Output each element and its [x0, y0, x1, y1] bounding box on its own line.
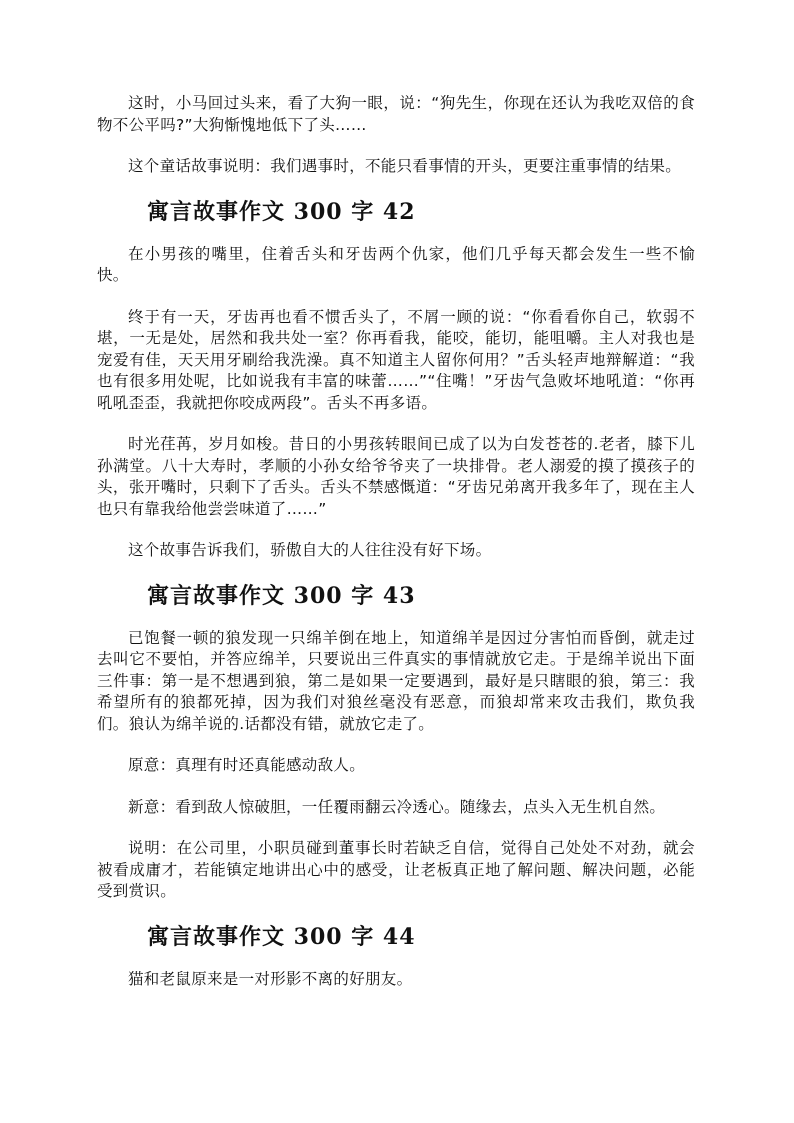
- paragraph: 新意：看到敌人惊破胆，一任覆雨翻云冷透心。随缘去，点头入无生机自然。: [128, 797, 666, 816]
- section-heading: 寓言故事作文 300 字 43: [147, 582, 416, 609]
- section-heading: 寓言故事作文 300 字 44: [147, 923, 416, 950]
- paragraph: 终于有一天，牙齿再也看不惯舌头了，不屑一顾的说：“你看看你自己，软弱不堪，一无是处，居然和我共处一室？你再看我，能咬，能切，能咀嚼。主人对我也是宠爱有佳，天天用牙刷给我洗澡。真不知道主人留你何用？”舌头轻声地辩解道：“我也有很多用处呢，比如说我有丰富的味蕾……”“住嘴！”牙齿气急败坏地吼道：“你再吼吼歪歪，我就把你咬成两段”。舌头不再多语。: [97, 307, 695, 412]
- paragraph: 这个童话故事说明：我们遇事时，不能只看事情的开头，更要注重事情的结果。: [128, 157, 682, 175]
- paragraph: 猫和老鼠原来是一对形影不离的好朋友。: [128, 969, 413, 988]
- paragraph: 这个故事告诉我们，骄傲自大的人往往没有好下场。: [128, 541, 492, 559]
- paragraph: 时光荏苒，岁月如梭。昔日的小男孩转眼间已成了以为白发苍苍的.老者，膝下儿孙满堂。八十大寿时，孝顺的小孙女给爷爷夹了一块排骨。老人溺爱的摸了摸孩子的头，张开嘴时，只剩下了舌头。舌头不禁感慨道：“牙齿兄弟离开我多年了，现在主人也只有靠我给他尝尝味道了……”: [97, 435, 695, 518]
- paragraph: 说明：在公司里，小职员碰到董事长时若缺乏自信，觉得自己处处不对劲，就会被看成庸才，若能镇定地讲出心中的感受，让老板真正地了解问题、解决问题，必能受到赏识。: [97, 839, 695, 900]
- paragraph: 在小男孩的嘴里，住着舌头和牙齿两个仇家，他们几乎每天都会发生一些不愉快。: [97, 244, 695, 284]
- document-body: [97, 93, 695, 1010]
- section-heading: 寓言故事作文 300 字 42: [147, 198, 416, 225]
- paragraph: 这时，小马回过头来，看了大狗一眼，说：“狗先生，你现在还认为我吃双倍的食物不公平吗?”大狗惭愧地低下了头……: [97, 94, 695, 134]
- paragraph: 已饱餐一顿的狼发现一只绵羊倒在地上，知道绵羊是因过分害怕而昏倒，就走过去叫它不要怕，并答应绵羊，只要说出三件真实的事情就放它走。于是绵羊说出下面三件事：第一是不想遇到狼，第二是如果一定要遇到，最好是只瞎眼的狼，第三：我希望所有的狼都死掉，因为我们对狼丝毫没有恶意，而狼却常来攻击我们，欺负我们。狼认为绵羊说的.话都没有错，就放它走了。: [97, 628, 695, 733]
- paragraph: 原意：真理有时还真能感动敌人。: [128, 756, 366, 774]
